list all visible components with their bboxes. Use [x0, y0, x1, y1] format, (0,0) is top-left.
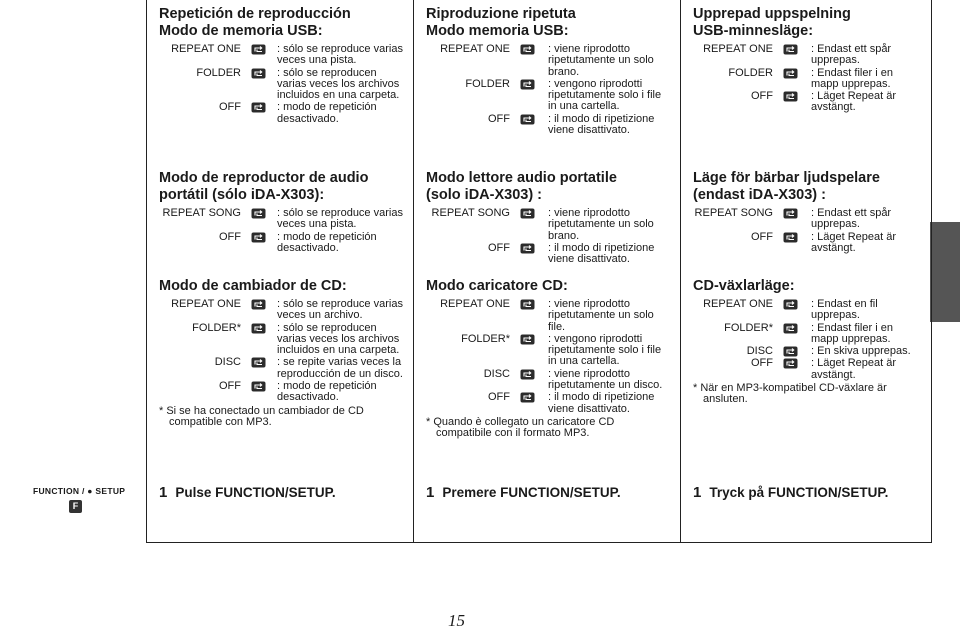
section-title-line: Modo de cambiador de CD:	[159, 278, 347, 294]
mode-description: : viene riprodotto ripetutamente un disco.	[548, 367, 663, 392]
mode-label: OFF	[219, 230, 241, 243]
section-title	[693, 278, 923, 295]
repeat-icon	[783, 208, 798, 219]
mode-item	[426, 243, 672, 266]
page-number: 15	[448, 611, 465, 630]
section-title	[693, 6, 923, 40]
section	[159, 6, 405, 125]
footnote: * Si se ha conectado un cambiador de CD compatible con MP3.	[159, 404, 364, 428]
section	[426, 278, 672, 440]
section-title	[159, 170, 405, 204]
section-title-line: CD-växlarläge:	[693, 278, 795, 294]
mode-label: OFF	[488, 241, 510, 254]
mode-list	[693, 299, 923, 381]
mode-label: REPEAT ONE	[171, 298, 241, 310]
mode-list	[693, 208, 923, 254]
repeat-icon	[783, 91, 798, 102]
repeat-icon	[251, 102, 266, 113]
mode-label: REPEAT ONE	[440, 298, 510, 310]
section-title-line: Riproduzione ripetuta	[426, 6, 576, 22]
mode-item	[426, 392, 672, 415]
repeat-icon	[520, 114, 535, 125]
mode-label: DISC	[483, 367, 510, 380]
step-number: 1	[159, 484, 168, 501]
repeat-icon	[783, 358, 798, 369]
repeat-icon	[520, 369, 535, 380]
repeat-icon	[520, 208, 535, 219]
step-instruction	[693, 484, 888, 501]
section-title-line: (solo iDA-X303) :	[426, 187, 543, 203]
mode-label: REPEAT SONG	[431, 207, 510, 219]
section	[426, 6, 672, 136]
mode-item	[693, 323, 923, 346]
column-italian	[413, 0, 680, 543]
footnote: * När en MP3-kompatibel CD-växlare är ansluten.	[693, 382, 887, 406]
mode-description: : se repite varias veces la reproducción de un disco.	[277, 356, 403, 380]
repeat-icon	[783, 323, 798, 334]
mode-item	[426, 44, 672, 78]
mode-label: OFF	[751, 230, 773, 243]
mode-item	[426, 114, 672, 137]
repeat-icon	[783, 68, 798, 79]
section-title-line: USB-minnesläge:	[693, 23, 814, 39]
section	[159, 170, 405, 254]
mode-description: : modo de repetición desactivado.	[277, 101, 377, 125]
mode-item	[693, 232, 923, 255]
step-text: Tryck på FUNCTION/SETUP.	[709, 485, 889, 500]
repeat-icon	[520, 79, 535, 90]
mode-label: FOLDER*	[192, 321, 241, 334]
mode-description: : Läget Repeat är avstängt.	[811, 357, 897, 381]
mode-description: : viene riprodotto ripetutamente un solo brano.	[548, 43, 654, 78]
mode-description: : Endast ett spår upprepas.	[811, 207, 892, 231]
repeat-icon	[783, 232, 798, 243]
mode-label: OFF	[219, 380, 241, 393]
mode-label: OFF	[751, 90, 773, 103]
section-title	[426, 6, 672, 40]
mode-description: : il modo di ripetizione viene disattivato.	[548, 241, 655, 266]
step-instruction	[426, 484, 621, 501]
repeat-icon	[783, 44, 798, 55]
mode-item	[693, 91, 923, 114]
mode-item	[693, 346, 923, 357]
mode-label: FOLDER*	[724, 321, 773, 334]
mode-item	[159, 357, 405, 380]
section	[159, 278, 405, 428]
section	[693, 6, 923, 114]
mode-label: REPEAT ONE	[703, 298, 773, 310]
repeat-icon	[783, 299, 798, 310]
mode-item	[159, 323, 405, 357]
section-title	[159, 6, 405, 40]
mode-list	[159, 299, 405, 404]
mode-item	[426, 334, 672, 368]
section-title-line: Modo memoria USB:	[426, 23, 569, 39]
mode-description: : sólo se reproduce varias veces una pista.	[277, 207, 403, 231]
section-title-line: Upprepad uppspelning	[693, 6, 851, 22]
repeat-icon	[520, 334, 535, 345]
step-number: 1	[693, 484, 702, 501]
mode-description: : En skiva upprepas.	[811, 345, 911, 358]
mode-label: FOLDER	[196, 66, 241, 79]
section-title-line: Modo de reproductor de audio	[159, 170, 369, 186]
repeat-icon	[251, 68, 266, 79]
mode-label: OFF	[751, 357, 773, 370]
function-setup-label: FUNCTION / ● SETUP	[33, 486, 126, 496]
mode-description: : Endast filer i en mapp upprepas.	[811, 321, 893, 345]
repeat-icon	[251, 232, 266, 243]
mode-list	[426, 299, 672, 415]
mode-item	[159, 44, 405, 67]
mode-item	[159, 68, 405, 102]
step-text: Premere FUNCTION/SETUP.	[442, 485, 621, 500]
mode-list	[159, 44, 405, 125]
repeat-icon	[251, 208, 266, 219]
mode-description: : Läget Repeat är avstängt.	[811, 230, 897, 254]
mode-item	[693, 208, 923, 231]
mode-list	[426, 208, 672, 265]
mode-label: FOLDER	[728, 66, 773, 79]
mode-list	[693, 44, 923, 114]
mode-item	[426, 79, 672, 113]
repeat-icon	[251, 357, 266, 368]
mode-description: : viene riprodotto ripetutamente un solo file.	[548, 298, 654, 333]
repeat-icon	[520, 299, 535, 310]
mode-item	[426, 299, 672, 333]
repeat-icon	[520, 44, 535, 55]
column-swedish	[680, 0, 932, 543]
mode-label: FOLDER	[465, 77, 510, 90]
repeat-icon	[251, 44, 266, 55]
mode-label: REPEAT SONG	[162, 207, 241, 219]
section-title-line: (endast iDA-X303) :	[693, 187, 826, 203]
mode-label: REPEAT SONG	[694, 207, 773, 219]
mode-description: : Endast ett spår upprepas.	[811, 43, 892, 67]
mode-item	[693, 68, 923, 91]
mode-item	[159, 232, 405, 255]
mode-item	[426, 369, 672, 392]
repeat-icon	[251, 323, 266, 334]
mode-label: REPEAT ONE	[440, 43, 510, 55]
section-title-line: Modo caricatore CD:	[426, 278, 568, 294]
mode-label: REPEAT ONE	[171, 43, 241, 55]
mode-description: : vengono riprodotti ripetutamente solo i file in una cartella.	[548, 332, 662, 368]
section-title	[426, 170, 672, 204]
repeat-icon	[251, 299, 266, 310]
section-title-line: Repetición de reproducción	[159, 6, 351, 22]
f-key-icon: F	[69, 500, 82, 513]
step-text: Pulse FUNCTION/SETUP.	[175, 485, 336, 500]
mode-label: DISC	[746, 345, 773, 358]
mode-label: FOLDER*	[461, 332, 510, 345]
mode-description: : Läget Repeat är avstängt.	[811, 90, 897, 114]
mode-description: : modo de repetición desactivado.	[277, 380, 377, 404]
repeat-icon	[520, 392, 535, 403]
footnote: * Quando è collegato un caricatore CD compatibile con il formato MP3.	[426, 415, 615, 440]
mode-item	[693, 299, 923, 322]
section-title	[693, 170, 923, 204]
section-title-line: Modo de memoria USB:	[159, 23, 323, 39]
mode-label: OFF	[219, 101, 241, 114]
section-title-line: portátil (sólo iDA-X303):	[159, 187, 325, 203]
mode-item	[159, 208, 405, 231]
function-setup-button-illustration	[33, 486, 126, 526]
mode-description: : vengono riprodotti ripetutamente solo i file in una cartella.	[548, 77, 662, 113]
mode-description: : modo de repetición desactivado.	[277, 230, 377, 254]
section	[693, 278, 923, 406]
mode-list	[426, 44, 672, 136]
mode-label: DISC	[214, 356, 241, 369]
mode-item	[693, 44, 923, 67]
section	[426, 170, 672, 265]
column-spanish	[146, 0, 413, 543]
mode-description: : Endast filer i en mapp upprepas.	[811, 66, 893, 90]
mode-item	[426, 208, 672, 242]
section-title	[159, 278, 405, 295]
section-title-line: Läge för bärbar ljudspelare	[693, 170, 880, 186]
mode-description: : il modo di ripetizione viene disattivato.	[548, 391, 655, 415]
mode-description: : sólo se reproducen varias veces los archivos incluidos en una carpeta.	[277, 66, 400, 102]
mode-label: OFF	[488, 391, 510, 404]
repeat-icon	[520, 243, 535, 254]
mode-list	[159, 208, 405, 254]
section-title	[426, 278, 672, 295]
mode-label: OFF	[488, 112, 510, 125]
mode-item	[159, 299, 405, 322]
step-number: 1	[426, 484, 435, 501]
section	[693, 170, 923, 254]
mode-item	[159, 381, 405, 404]
mode-description: : Endast en fil upprepas.	[811, 298, 878, 322]
mode-description: : sólo se reproducen varias veces los archivos incluidos en una carpeta.	[277, 321, 400, 357]
mode-item	[159, 102, 405, 125]
mode-description: : viene riprodotto ripetutamente un solo brano.	[548, 207, 654, 242]
mode-label: REPEAT ONE	[703, 43, 773, 55]
section-title-line: Modo lettore audio portatile	[426, 170, 617, 186]
mode-description: : il modo di ripetizione viene disattivato.	[548, 112, 655, 137]
step-instruction	[159, 484, 336, 501]
chapter-tab	[930, 222, 960, 322]
mode-description: : sólo se reproduce varias veces un archivo.	[277, 298, 403, 322]
repeat-icon	[783, 346, 798, 357]
mode-description: : sólo se reproduce varias veces una pista.	[277, 43, 403, 67]
mode-item	[693, 358, 923, 381]
repeat-icon	[251, 381, 266, 392]
